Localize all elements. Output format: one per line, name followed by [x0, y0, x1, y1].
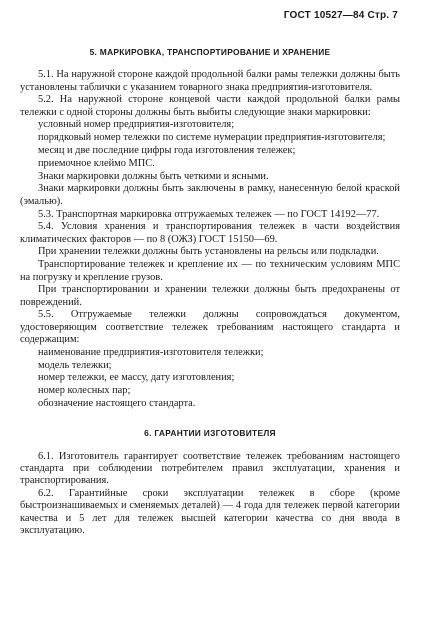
section-5-body: [20, 69, 400, 410]
list-item: модель тележки;: [38, 359, 112, 371]
paragraph-5-4: 5.4. Условия хранения и транспортирования тележек в части воздействия климатических факторов — по 8 (ОЖЗ) ГОСТ 15150—69.: [20, 221, 400, 245]
paragraph: При хранении тележки должны быть установлены на рельсы или подкладки.: [38, 246, 379, 258]
section-6-title: 6. ГАРАНТИИ ИЗГОТОВИТЕЛЯ: [144, 428, 276, 439]
paragraph: Транспортирование тележек и крепление их — по техническим условиям МПС на погрузку и крепление грузов.: [20, 259, 400, 283]
paragraph-5-2: 5.2. На наружной стороне концевой части каждой продольной балки рамы тележки с одной стороны должны быть выбиты следующие знаки маркировки:: [20, 94, 400, 118]
paragraph-5-3: 5.3. Транспортная маркировка отгружаемых тележек — по ГОСТ 14192—77.: [38, 208, 380, 220]
paragraph-5-1: 5.1. На наружной стороне каждой продольной балки рамы тележки должны быть установлены таблички с указанием товарного знака предприятия-изготовителя.: [20, 69, 400, 93]
list-item: обозначение настоящего стандарта.: [38, 398, 196, 410]
list-item: месяц и две последние цифры года изготовления тележек;: [38, 145, 296, 157]
list-item: номер колесных пар;: [38, 385, 131, 397]
paragraph: Знаки маркировки должны быть четкими и ясными.: [38, 170, 269, 182]
section-5-title: 5. МАРКИРОВКА, ТРАНСПОРТИРОВАНИЕ И ХРАНЕНИЕ: [89, 47, 331, 57]
list-item: приемочное клеймо МПС.: [38, 157, 155, 169]
paragraph: При транспортировании и хранении тележки должны быть предохранены от повреждений.: [20, 284, 400, 308]
section-6-body: [20, 451, 400, 538]
paragraph-6-2: 6.2. Гарантийные сроки эксплуатации тележек в сборе (кроме быстроизнашиваемых и сменяемых деталей) — 4 года для тележек первой категории качества и 5 лет для тележек высшей категории качества со дня ввода в эксплуатацию.: [20, 488, 400, 536]
list-item: порядковый номер тележки по системе нумерации предприятия-изготовителя;: [38, 132, 386, 144]
paragraph-5-5: 5.5. Отгружаемые тележки должны сопровождаться документом, удостоверяющим соответствие тележек требованиям настоящего стандарта и содержащим:: [20, 309, 400, 346]
paragraph: Знаки маркировки должны быть заключены в рамку, нанесенную белой краской (эмалью).: [20, 183, 400, 207]
list-item: наименование предприятия-изготовителя тележки;: [38, 346, 264, 358]
paragraph-6-1: 6.1. Изготовитель гарантирует соответствие тележек требованиям настоящего стандарта при соблюдении потребителем правил эксплуатации, хранения и транспортирования.: [20, 450, 400, 487]
page-header: ГОСТ 10527—84 Стр. 7: [283, 10, 398, 21]
list-item: номер тележки, ее массу, дату изготовления;: [38, 372, 235, 384]
list-item: условный номер предприятия-изготовителя;: [38, 119, 235, 131]
document-body: [20, 46, 400, 537]
